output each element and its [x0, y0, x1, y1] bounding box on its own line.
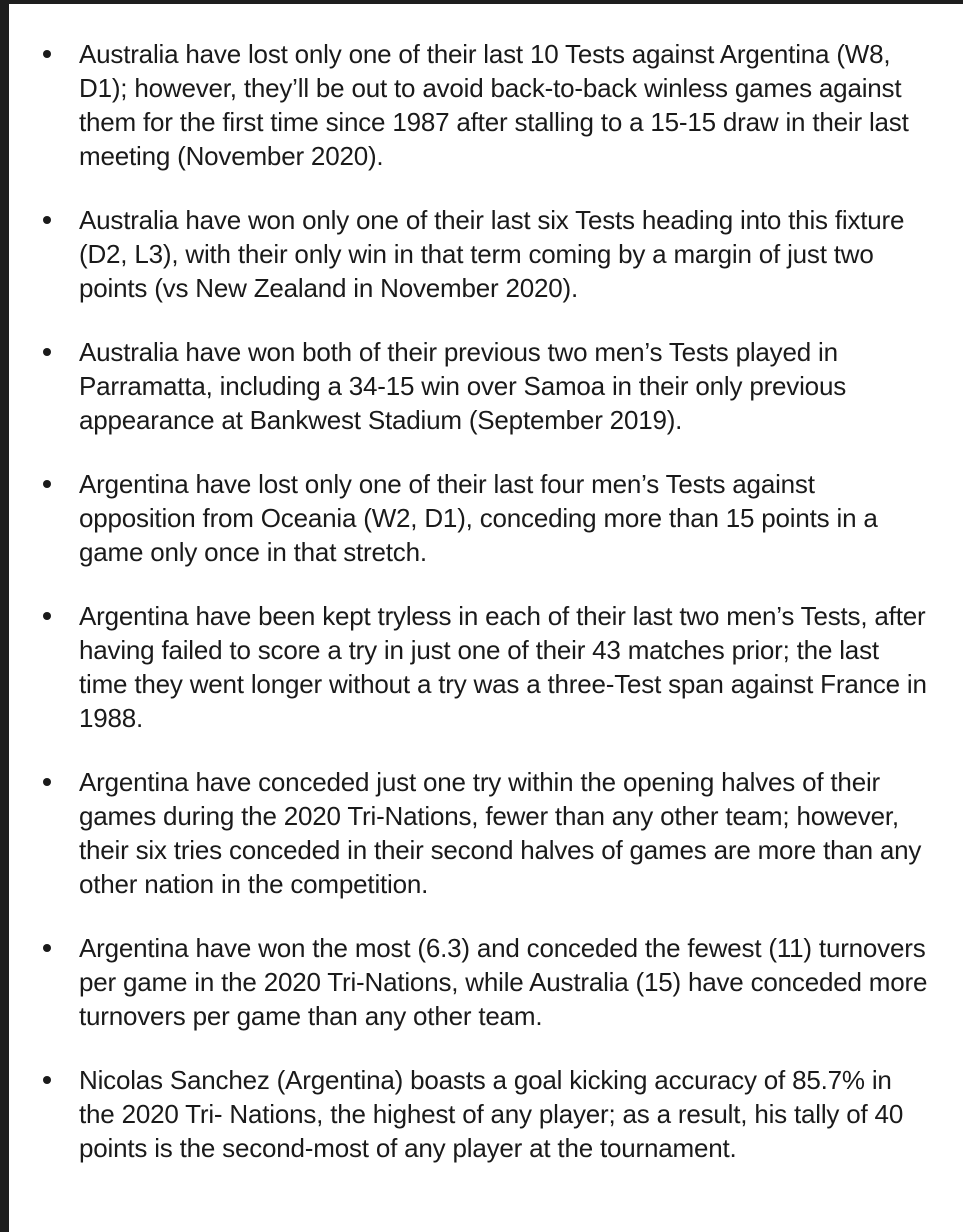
list-item [9, 37, 963, 173]
list-item [9, 1063, 963, 1165]
bullet-dot-icon [43, 480, 51, 488]
bullet-text: Argentina have conceded just one try within the opening halves of their games during the 2020 Tri-Nations, fewer than any other team; however, their six tries conceded in their second halves of games are more than any other nation in the competition. [79, 767, 922, 899]
list-item [9, 335, 963, 437]
bullet-list [9, 37, 963, 1195]
bullet-dot-icon [43, 1076, 51, 1084]
list-item [9, 599, 963, 735]
bullet-dot-icon [43, 944, 51, 952]
bullet-dot-icon [43, 778, 51, 786]
bullet-text: Australia have won only one of their last six Tests heading into this fixture (D2, L3), with their only win in that term coming by a margin of just two points (vs New Zealand in November 2020). [79, 205, 905, 303]
list-item [9, 467, 963, 569]
list-item [9, 203, 963, 305]
bullet-dot-icon [43, 612, 51, 620]
bullet-text: Australia have won both of their previous two men’s Tests played in Parramatta, including a 34-15 win over Samoa in their only previous appearance at Bankwest Stadium (September 2019). [79, 337, 847, 435]
bullet-text: Australia have lost only one of their last 10 Tests against Argentina (W8, D1); however, they’ll be out to avoid back-to-back winless games against them for the first time since 1987 after stalling to a 15-15 draw in their last meeting (November 2020). [79, 39, 909, 171]
bullet-text: Argentina have been kept tryless in each of their last two men’s Tests, after having failed to score a try in just one of their 43 matches prior; the last time they went longer without a try was a three-Test span against France in 1988. [79, 601, 927, 733]
bullet-text: Nicolas Sanchez (Argentina) boasts a goal kicking accuracy of 85.7% in the 2020 Tri- Nations, the highest of any player; as a result, his tally of 40 points is the second-most of any player at the tournament. [79, 1065, 904, 1163]
list-item [9, 765, 963, 901]
bullet-dot-icon [43, 348, 51, 356]
list-item [9, 931, 963, 1033]
bullet-text: Argentina have lost only one of their last four men’s Tests against opposition from Oceania (W2, D1), conceding more than 15 points in a game only once in that stretch. [79, 469, 878, 567]
bullet-dot-icon [43, 50, 51, 58]
bullet-dot-icon [43, 216, 51, 224]
document-page [9, 4, 963, 1232]
bullet-text: Argentina have won the most (6.3) and conceded the fewest (11) turnovers per game in the 2020 Tri-Nations, while Australia (15) have conceded more turnovers per game than any other team. [79, 933, 928, 1031]
